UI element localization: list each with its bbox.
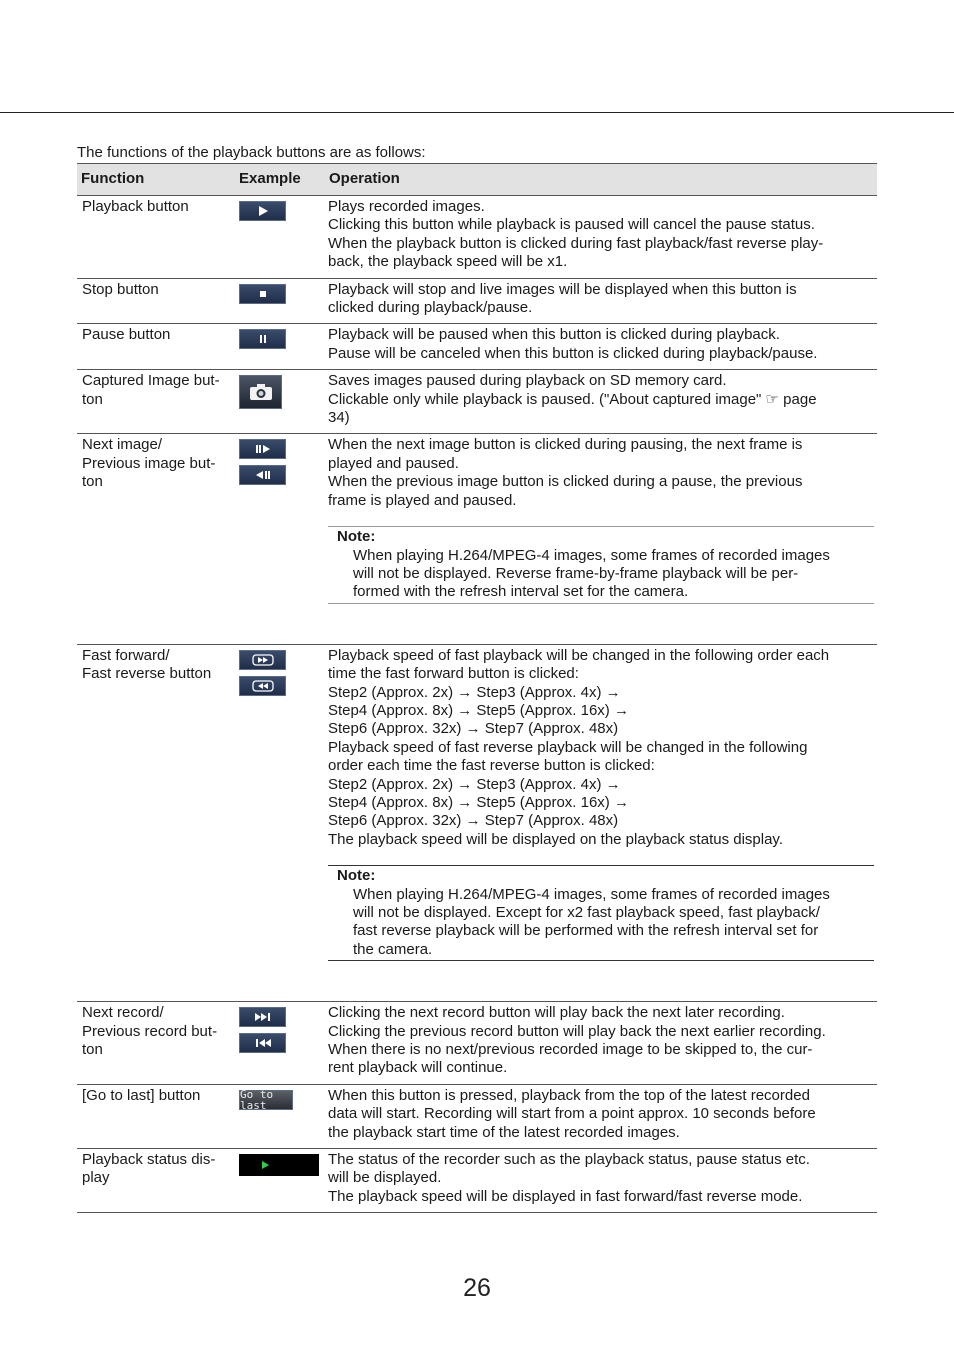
operation-line: Saves images paused during playback on SD memory card. bbox=[328, 372, 727, 390]
fast-forward-icon bbox=[252, 654, 274, 666]
operation-line: Pause will be canceled when this button is clicked during playback/pause. bbox=[328, 344, 818, 362]
note-line: When playing H.264/MPEG-4 images, some frames of recorded images bbox=[353, 546, 830, 564]
operation-line: rent playback will continue. bbox=[328, 1059, 508, 1077]
note-line: When playing H.264/MPEG-4 images, some frames of recorded images bbox=[353, 885, 830, 903]
function-label: ton bbox=[82, 473, 103, 491]
fast-reverse-button-example bbox=[239, 676, 286, 696]
header-example: Example bbox=[235, 164, 325, 196]
note-title: Note: bbox=[337, 867, 376, 885]
operation-line: Step2 (Approx. 2x) → Step3 (Approx. 4x) → bbox=[328, 683, 621, 701]
function-label: Pause button bbox=[82, 326, 171, 344]
operation-line: When this button is pressed, playback from the top of the latest recorded bbox=[328, 1086, 810, 1104]
example-cell bbox=[235, 1084, 325, 1148]
operation-line: back, the playback speed will be x1. bbox=[328, 253, 568, 271]
note-line: will not be displayed. Except for x2 fast playback speed, fast playback/ bbox=[353, 904, 820, 921]
operation-line: 34) bbox=[328, 409, 350, 427]
table-row bbox=[77, 1149, 877, 1213]
previous-record-icon bbox=[253, 1038, 273, 1048]
function-label: [Go to last] button bbox=[82, 1086, 201, 1104]
operation-line: Step4 (Approx. 8x) → Step5 (Approx. 16x) → bbox=[328, 793, 629, 811]
function-cell bbox=[77, 434, 235, 644]
operation-line: Step6 (Approx. 32x) → Step7 (Approx. 48x) bbox=[328, 720, 619, 738]
function-cell bbox=[77, 1149, 235, 1213]
header-operation: Operation bbox=[325, 164, 877, 196]
function-cell bbox=[77, 1002, 235, 1085]
table-row bbox=[77, 324, 877, 370]
stop-icon bbox=[258, 289, 268, 299]
operation-cell bbox=[325, 1084, 877, 1148]
function-label: Previous image but- bbox=[82, 454, 216, 472]
function-label: ton bbox=[82, 390, 103, 408]
table-row bbox=[77, 1002, 877, 1085]
function-label: Captured Image but- bbox=[82, 372, 220, 390]
example-cell bbox=[235, 324, 325, 370]
table-header-row bbox=[77, 164, 877, 196]
note-title: Note: bbox=[337, 528, 376, 546]
previous-image-button-example bbox=[239, 465, 286, 485]
example-cell bbox=[235, 278, 325, 324]
previous-frame-icon bbox=[254, 470, 272, 480]
operation-line: The playback speed will be displayed on the playback status display. bbox=[328, 830, 783, 848]
example-cell bbox=[235, 196, 325, 279]
intro-text: The functions of the playback buttons are as follows: bbox=[77, 144, 426, 161]
note-body bbox=[337, 886, 874, 960]
fast-reverse-icon bbox=[252, 680, 274, 692]
function-label: ton bbox=[82, 1041, 103, 1059]
operation-line: data will start. Recording will start from a point approx. 10 seconds before bbox=[328, 1105, 816, 1123]
operation-line: Clicking this button while playback is paused will cancel the pause status. bbox=[328, 216, 815, 234]
table-row bbox=[77, 644, 877, 1002]
operation-line: Step6 (Approx. 32x) → Step7 (Approx. 48x) bbox=[328, 812, 619, 830]
note-body bbox=[337, 547, 874, 602]
operation-cell bbox=[325, 278, 877, 324]
example-cell bbox=[235, 434, 325, 644]
next-image-button-example bbox=[239, 439, 286, 459]
operation-line: time the fast forward button is clicked: bbox=[328, 665, 579, 683]
function-label: Fast forward/ bbox=[82, 646, 170, 664]
operation-cell bbox=[325, 370, 877, 434]
table-row bbox=[77, 370, 877, 434]
go-to-last-button-example: Go to last bbox=[239, 1090, 293, 1110]
operation-cell bbox=[325, 644, 877, 1002]
status-play-icon bbox=[261, 1160, 270, 1170]
note-box bbox=[328, 526, 874, 604]
operation-line: frame is played and paused. bbox=[328, 491, 517, 509]
operation-line: Step2 (Approx. 2x) → Step3 (Approx. 4x) → bbox=[328, 775, 621, 793]
operation-line: When the previous image button is clicked during a pause, the previous bbox=[328, 473, 803, 491]
function-cell bbox=[77, 196, 235, 279]
note-line: the camera. bbox=[353, 940, 433, 958]
next-frame-icon bbox=[254, 444, 272, 454]
top-rule bbox=[0, 112, 954, 113]
function-cell bbox=[77, 278, 235, 324]
function-label: play bbox=[82, 1169, 110, 1187]
previous-record-button-example bbox=[239, 1033, 286, 1053]
operation-line: Playback speed of fast playback will be changed in the following order each bbox=[328, 646, 830, 664]
example-cell bbox=[235, 1002, 325, 1085]
operation-line: will be displayed. bbox=[328, 1169, 442, 1187]
function-label: Next record/ bbox=[82, 1004, 164, 1022]
pause-icon bbox=[257, 333, 269, 345]
operation-line: When the next image button is clicked during pausing, the next frame is bbox=[328, 436, 803, 454]
playback-button-example bbox=[239, 201, 286, 221]
function-cell bbox=[77, 1084, 235, 1148]
next-record-button-example bbox=[239, 1007, 286, 1027]
operation-line: The status of the recorder such as the playback status, pause status etc. bbox=[328, 1151, 810, 1169]
operation-line: order each time the fast reverse button is clicked: bbox=[328, 757, 655, 775]
note-line: fast reverse playback will be performed with the refresh interval set for bbox=[353, 922, 819, 940]
table-row bbox=[77, 278, 877, 324]
operation-line: Playback speed of fast reverse playback will be changed in the following bbox=[328, 738, 808, 756]
function-cell bbox=[77, 324, 235, 370]
note-box bbox=[328, 865, 874, 961]
operation-cell bbox=[325, 1002, 877, 1085]
function-label: Playback button bbox=[82, 198, 189, 215]
operation-line: Playback will stop and live images will be displayed when this button is bbox=[328, 280, 797, 298]
header-function: Function bbox=[77, 164, 235, 196]
function-label: Playback status dis- bbox=[82, 1151, 216, 1169]
function-label: Previous record but- bbox=[82, 1022, 218, 1040]
example-cell bbox=[235, 644, 325, 1002]
function-label: Next image/ bbox=[82, 436, 163, 454]
operation-line: clicked during playback/pause. bbox=[328, 299, 533, 317]
operation-cell bbox=[325, 1149, 877, 1213]
table-row bbox=[77, 196, 877, 279]
table-row bbox=[77, 434, 877, 644]
operation-line: The playback speed will be displayed in fast forward/fast reverse mode. bbox=[328, 1187, 803, 1205]
operation-line: Playback will be paused when this button is clicked during playback. bbox=[328, 326, 780, 344]
note-line: formed with the refresh interval set for the camera. bbox=[353, 583, 689, 601]
table-row bbox=[77, 1084, 877, 1148]
pause-button-example bbox=[239, 329, 286, 349]
example-cell bbox=[235, 370, 325, 434]
operation-line: Clickable only while playback is paused. ("About captured image" ☞ page bbox=[328, 390, 817, 408]
captured-image-button-example bbox=[239, 375, 282, 409]
operation-line: Step4 (Approx. 8x) → Step5 (Approx. 16x) → bbox=[328, 701, 629, 719]
function-label: Stop button bbox=[82, 280, 159, 298]
camera-icon bbox=[249, 383, 273, 401]
function-cell bbox=[77, 370, 235, 434]
stop-button-example bbox=[239, 284, 286, 304]
function-cell bbox=[77, 644, 235, 1002]
fast-forward-button-example bbox=[239, 650, 286, 670]
operation-line: played and paused. bbox=[328, 454, 459, 472]
operation-line: Clicking the previous record button will play back the next earlier recording. bbox=[328, 1022, 826, 1040]
page-number: 26 bbox=[463, 1274, 491, 1302]
operation-line: When the playback button is clicked during fast playback/fast reverse play- bbox=[328, 234, 824, 252]
operation-line: the playback start time of the latest recorded images. bbox=[328, 1123, 680, 1141]
operation-cell bbox=[325, 324, 877, 370]
example-cell bbox=[235, 1149, 325, 1213]
operation-line: Plays recorded images. bbox=[328, 198, 485, 215]
operation-cell bbox=[325, 196, 877, 279]
function-label: Fast reverse button bbox=[82, 665, 212, 683]
operation-line: When there is no next/previous recorded image to be skipped to, the cur- bbox=[328, 1041, 813, 1059]
operation-line: Clicking the next record button will play back the next later recording. bbox=[328, 1004, 785, 1022]
note-line: will not be displayed. Reverse frame-by-frame playback will be per- bbox=[353, 564, 799, 582]
operation-cell bbox=[325, 434, 877, 644]
next-record-icon bbox=[253, 1012, 273, 1022]
playback-status-display-example bbox=[239, 1154, 319, 1176]
play-icon bbox=[257, 205, 269, 217]
playback-buttons-table bbox=[77, 163, 877, 1213]
